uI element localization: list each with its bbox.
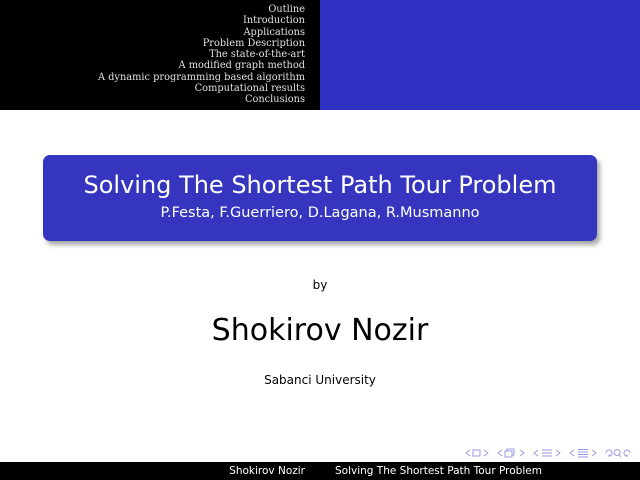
subsection-nav-icon[interactable] — [496, 448, 526, 458]
outline-item-computational-results[interactable]: Computational results — [194, 83, 305, 95]
frame-nav-icon[interactable] — [464, 448, 490, 458]
section-nav-icon[interactable] — [532, 448, 562, 458]
headline-bar — [0, 0, 640, 110]
outline-item-outline[interactable]: Outline — [268, 4, 305, 15]
headline-right-panel — [320, 0, 640, 110]
institute-name: Sabanci University — [264, 373, 376, 387]
navigation-symbols — [464, 446, 632, 460]
outline-item-dynamic-programming[interactable]: A dynamic programming based algorithm — [97, 71, 305, 83]
outline-navigation — [0, 0, 320, 110]
outline-item-introduction[interactable]: Introduction — [242, 15, 305, 27]
outline-item-applications[interactable]: Applications — [243, 26, 305, 38]
search-icon[interactable] — [604, 448, 632, 458]
outline-item-state-of-the-art[interactable]: The state-of-the-art — [209, 49, 305, 61]
footer-author: Shokirov Nozir — [0, 462, 320, 480]
footer-title: Solving The Shortest Path Tour Problem — [320, 462, 640, 480]
presenter-name: Shokirov Nozir — [211, 313, 429, 348]
by-label: by — [312, 278, 328, 292]
outline-item-conclusions[interactable]: Conclusions — [244, 94, 305, 106]
title-block — [43, 155, 597, 241]
presentation-authors: P.Festa, F.Guerriero, D.Lagana, R.Musmanno — [160, 205, 480, 221]
presentation-nav-icon[interactable] — [568, 448, 598, 458]
footline-bar — [0, 462, 640, 480]
outline-item-modified-graph-method[interactable]: A modified graph method — [178, 60, 305, 72]
outline-item-problem-description[interactable]: Problem Description — [202, 37, 305, 49]
presentation-title: Solving The Shortest Path Tour Problem — [83, 171, 557, 199]
